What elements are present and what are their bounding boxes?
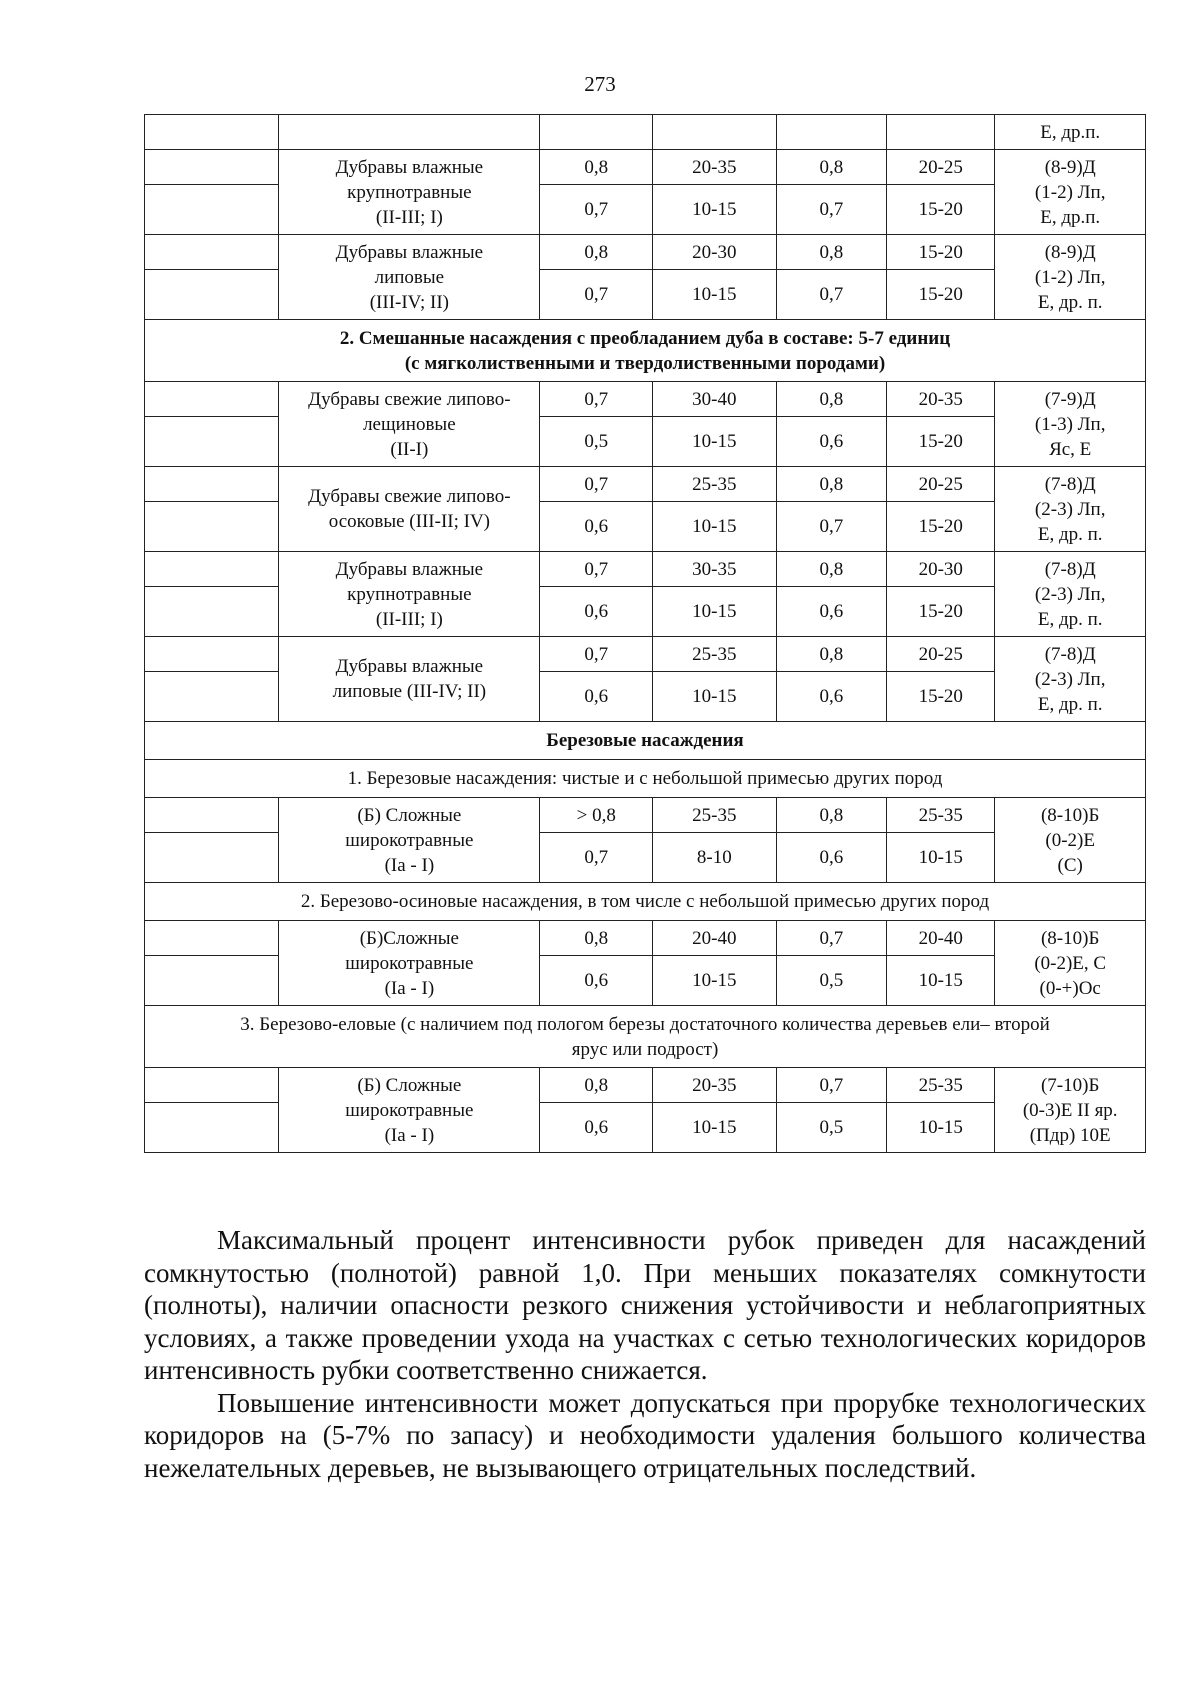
- stand-type-cell: Дубравы влажные липовые (III-IV; II): [279, 235, 540, 320]
- subsection-heading: 3. Березово-еловые (с наличием под пологом березы достаточного количества деревьев ели– второй ярус или подрост): [145, 1006, 1146, 1068]
- value-cell: 0,8: [540, 1068, 653, 1103]
- value-cell: 30-40: [653, 382, 777, 417]
- table-cell-empty: [145, 637, 279, 672]
- table-cell-empty: [145, 587, 279, 637]
- stand-type-cell: (Б) Сложные широкотравные (Ia - I): [279, 1068, 540, 1153]
- table-row: [145, 467, 1146, 502]
- value-cell: 0,6: [540, 587, 653, 637]
- stand-type-cell: Дубравы свежие липово- лещиновые (II-I): [279, 382, 540, 467]
- value-cell: 15-20: [887, 587, 995, 637]
- value-cell: 0,8: [776, 552, 887, 587]
- table-cell-empty: [145, 150, 279, 185]
- section-heading-birch: Березовые насаждения: [145, 722, 1146, 760]
- value-cell: 10-15: [887, 956, 995, 1006]
- value-cell: 25-35: [653, 798, 777, 833]
- table-cell-empty: [145, 956, 279, 1006]
- table-row: [145, 883, 1146, 921]
- value-cell: 20-35: [653, 150, 777, 185]
- value-cell: 20-30: [887, 552, 995, 587]
- value-cell: 20-40: [653, 921, 777, 956]
- value-cell: 30-35: [653, 552, 777, 587]
- value-cell: 10-15: [653, 956, 777, 1006]
- value-cell: 15-20: [887, 417, 995, 467]
- value-cell: 0,8: [776, 637, 887, 672]
- table-cell-empty: [776, 115, 887, 150]
- value-cell: 0,7: [540, 833, 653, 883]
- value-cell: 0,6: [540, 672, 653, 722]
- value-cell: 25-35: [653, 467, 777, 502]
- value-cell: 25-35: [887, 1068, 995, 1103]
- table-row: [145, 382, 1146, 417]
- table-row: [145, 1006, 1146, 1068]
- value-cell: 10-15: [653, 185, 777, 235]
- value-cell: 0,7: [540, 467, 653, 502]
- value-cell: 15-20: [887, 185, 995, 235]
- value-cell: > 0,8: [540, 798, 653, 833]
- value-cell: 0,8: [540, 235, 653, 270]
- stand-type-cell: Дубравы влажные крупнотравные (II-III; I): [279, 150, 540, 235]
- table-row: [145, 921, 1146, 956]
- value-cell: 10-15: [653, 1103, 777, 1153]
- value-cell: 8-10: [653, 833, 777, 883]
- table-cell-empty: [145, 270, 279, 320]
- value-cell: 0,8: [776, 150, 887, 185]
- value-cell: 10-15: [653, 502, 777, 552]
- composition-cell: (7-9)Д (1-3) Лп, Яс, Е: [995, 382, 1146, 467]
- value-cell: 0,7: [540, 637, 653, 672]
- table-cell-empty: [145, 672, 279, 722]
- table-cell-empty: [145, 833, 279, 883]
- paragraph-intensity: Максимальный процент интенсивности рубок приведен для насаждений сомкнутостью (полнотой) равной 1,0. При меньших показателях сомкнутости (полноты), наличии опасности резкого снижения устойчивости и неблагоприятных условиях, а также проведении ухода на участках с сетью технологических коридоров интенсивность рубки соответственно снижается.: [144, 1225, 1146, 1385]
- table-cell-empty: [145, 921, 279, 956]
- table-cell-empty: [145, 382, 279, 417]
- value-cell: 0,6: [540, 1103, 653, 1153]
- value-cell: 10-15: [653, 672, 777, 722]
- value-cell: 0,7: [776, 185, 887, 235]
- table-cell-empty: [540, 115, 653, 150]
- value-cell: 15-20: [887, 235, 995, 270]
- table-cell-empty: [145, 502, 279, 552]
- value-cell: 20-25: [887, 150, 995, 185]
- value-cell: 0,6: [540, 502, 653, 552]
- value-cell: 0,7: [776, 270, 887, 320]
- value-cell: 15-20: [887, 502, 995, 552]
- value-cell: 0,5: [540, 417, 653, 467]
- value-cell: 20-35: [653, 1068, 777, 1103]
- table-row: [145, 637, 1146, 672]
- value-cell: 0,6: [776, 672, 887, 722]
- value-cell: 0,6: [540, 956, 653, 1006]
- value-cell: 0,6: [776, 417, 887, 467]
- value-cell: 0,6: [776, 833, 887, 883]
- table-row: [145, 798, 1146, 833]
- composition-cell: (8-10)Б (0-2)Е, С (0-+)Ос: [995, 921, 1146, 1006]
- value-cell: 0,8: [776, 235, 887, 270]
- value-cell: 0,8: [776, 798, 887, 833]
- composition-cell: (7-10)Б (0-3)Е II яр. (Пдр) 10Е: [995, 1068, 1146, 1153]
- composition-cell: Е, др.п.: [995, 115, 1146, 150]
- composition-cell: (8-9)Д (1-2) Лп, Е, др. п.: [995, 235, 1146, 320]
- table-row: [145, 722, 1146, 760]
- table-cell-empty: [279, 115, 540, 150]
- composition-cell: (7-8)Д (2-3) Лп, Е, др. п.: [995, 637, 1146, 722]
- value-cell: 0,8: [540, 150, 653, 185]
- composition-cell: (8-10)Б (0-2)Е (С): [995, 798, 1146, 883]
- stand-type-cell: Дубравы свежие липово- осоковые (III-II; IV): [279, 467, 540, 552]
- subsection-heading: 1. Березовые насаждения: чистые и с небольшой примесью других пород: [145, 760, 1146, 798]
- body-text: [144, 1224, 1146, 1484]
- table-row: [145, 552, 1146, 587]
- table-cell-empty: [145, 1103, 279, 1153]
- table-cell-empty: [145, 185, 279, 235]
- value-cell: 20-35: [887, 382, 995, 417]
- table-row: [145, 150, 1146, 185]
- value-cell: 15-20: [887, 672, 995, 722]
- stand-type-cell: (Б)Сложные широкотравные (Ia - I): [279, 921, 540, 1006]
- value-cell: 20-30: [653, 235, 777, 270]
- value-cell: 10-15: [887, 833, 995, 883]
- value-cell: 0,7: [540, 270, 653, 320]
- value-cell: 20-40: [887, 921, 995, 956]
- value-cell: 0,8: [540, 921, 653, 956]
- table-cell-empty: [145, 467, 279, 502]
- value-cell: 10-15: [653, 417, 777, 467]
- value-cell: 10-15: [887, 1103, 995, 1153]
- table-cell-empty: [145, 115, 279, 150]
- section-heading-mixed: 2. Смешанные насаждения с преобладанием дуба в составе: 5-7 единиц (с мягколиственными и твердолиственными породами): [145, 320, 1146, 382]
- table-cell-empty: [145, 798, 279, 833]
- subsection-heading: 2. Березово-осиновые насаждения, в том числе с небольшой примесью других пород: [145, 883, 1146, 921]
- value-cell: 20-25: [887, 467, 995, 502]
- value-cell: 0,7: [540, 185, 653, 235]
- value-cell: 0,8: [776, 382, 887, 417]
- value-cell: 0,6: [776, 587, 887, 637]
- stand-type-cell: (Б) Сложные широкотравные (Ia - I): [279, 798, 540, 883]
- table-row: [145, 235, 1146, 270]
- thinning-table: [144, 114, 1146, 1153]
- value-cell: 0,8: [776, 467, 887, 502]
- composition-cell: (8-9)Д (1-2) Лп, Е, др.п.: [995, 150, 1146, 235]
- table-row: [145, 320, 1146, 382]
- stand-type-cell: Дубравы влажные крупнотравные (II-III; I): [279, 552, 540, 637]
- table-cell-empty: [145, 1068, 279, 1103]
- table-row: [145, 1068, 1146, 1103]
- table-cell-empty: [145, 552, 279, 587]
- value-cell: 10-15: [653, 270, 777, 320]
- composition-cell: (7-8)Д (2-3) Лп, Е, др. п.: [995, 467, 1146, 552]
- composition-cell: (7-8)Д (2-3) Лп, Е, др. п.: [995, 552, 1146, 637]
- value-cell: 0,7: [540, 382, 653, 417]
- paragraph-increase: Повышение интенсивности может допускаться при прорубке технологических коридоров на (5-7% по запасу) и необходимости удаления большого количества нежелательных деревьев, не вызывающего отрицательных последствий.: [144, 1387, 1146, 1483]
- value-cell: 15-20: [887, 270, 995, 320]
- table-cell-empty: [145, 417, 279, 467]
- value-cell: 0,5: [776, 1103, 887, 1153]
- value-cell: 25-35: [653, 637, 777, 672]
- value-cell: 20-25: [887, 637, 995, 672]
- table-row: [145, 115, 1146, 150]
- table-cell-empty: [887, 115, 995, 150]
- value-cell: 0,7: [776, 502, 887, 552]
- value-cell: 0,7: [776, 1068, 887, 1103]
- value-cell: 0,7: [540, 552, 653, 587]
- value-cell: 0,7: [776, 921, 887, 956]
- table-cell-empty: [145, 235, 279, 270]
- table-cell-empty: [653, 115, 777, 150]
- value-cell: 25-35: [887, 798, 995, 833]
- table-row: [145, 760, 1146, 798]
- value-cell: 0,5: [776, 956, 887, 1006]
- stand-type-cell: Дубравы влажные липовые (III-IV; II): [279, 637, 540, 722]
- page-number: 273: [584, 72, 616, 96]
- value-cell: 10-15: [653, 587, 777, 637]
